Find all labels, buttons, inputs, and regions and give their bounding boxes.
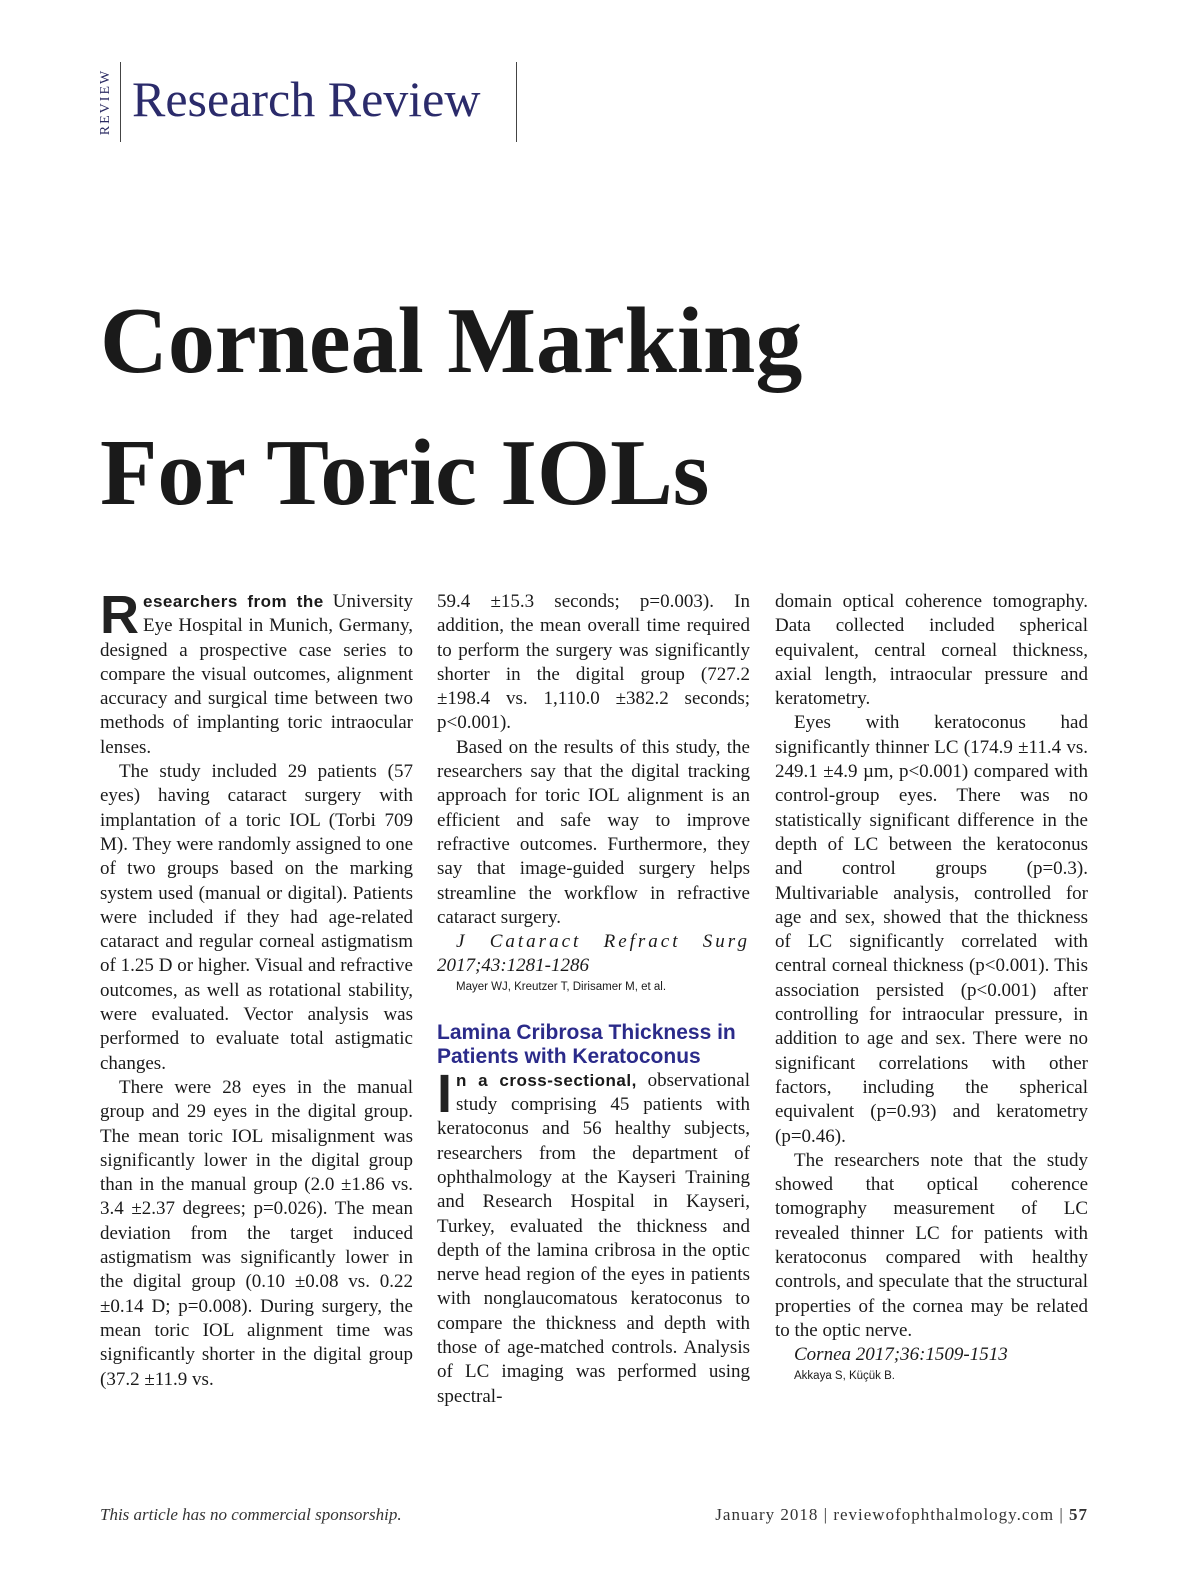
- story1-dropcap: R: [100, 585, 139, 645]
- story2-paragraph-3: The researchers note that the study showed that optical coherence tomography measurement of LC revealed thinner LC for patients with keratoconus compared with healthy controls, and speculate that the structural properties of the cornea may be related to the optic nerve.: [775, 1149, 1088, 1341]
- story1-paragraph-1: [100, 585, 413, 760]
- story1-paragraph-4: Based on the results of this study, the researchers say that the digital tracking approach for toric IOL alignment is an efficient and safe way to improve refractive outcomes. Furthermore, they say that image-guided surgery helps streamline the workflow in refractive cataract surgery.: [437, 736, 750, 928]
- story1-citation-ref: 2017;43:1281-1286: [437, 955, 589, 977]
- footer-issue: [715, 1505, 1088, 1525]
- section-title: Research Review: [132, 71, 481, 127]
- story2-citation: Cornea 2017;36:1509-1513: [794, 1344, 1008, 1366]
- story1-paragraph-3-cont: 59.4 ±15.3 seconds; p=0.003). In addition, the mean overall time required to perform the surgery was significantly shorter in the digital group (727.2 ±198.4 vs. 1,110.0 ±382.2 seconds; p<0.001).: [437, 591, 750, 734]
- story1-paragraph-2: The study included 29 patients (57 eyes) having cataract surgery with implantation of a toric IOL (Torbi 709 M). They were randomly assigned to one of two groups based on the marking system used (manual or digital). Patients were included if they had age-related cataract and regular corneal astigmatism of 1.25 D or higher. Visual and refractive outcomes, as well as rotational stability, were evaluated. Vector analysis was performed to evaluate total astigmatic changes.: [100, 761, 413, 1074]
- story2-paragraph-1-cont: domain optical coherence tomography. Data collected included spherical equivalent, central corneal thickness, axial length, intraocular pressure and keratometry.: [775, 591, 1088, 710]
- story1-leadin: esearchers from the: [143, 592, 324, 611]
- column-3: [775, 590, 1088, 1384]
- story2-authors: Akkaya S, Küçük B.: [794, 1369, 895, 1382]
- header-divider-right: [516, 62, 517, 142]
- article-title: [100, 275, 1000, 539]
- footer-issue-text: January 2018 | reviewofophthalmology.com |: [715, 1505, 1069, 1524]
- story2-paragraph-2: Eyes with keratoconus had significantly thinner LC (174.9 ±11.4 vs. 249.1 ±4.9 µm, p<0.001) compared with control-group eyes. There was no statistically significant difference in the depth of LC between the keratoconus and control groups (p=0.3). Multivariable analysis, controlled for age and sex, showed that the thickness of LC significantly correlated with central corneal thickness (p<0.001). This association persisted (p<0.001) after controlling for intraocular pressure, in addition to age and sex. There were no significant correlations with other factors, including the spherical equivalent (p=0.93) and keratometry (p=0.46).: [775, 712, 1088, 1147]
- story1-authors: Mayer WJ, Kreutzer T, Dirisamer M, et al.: [456, 980, 667, 993]
- page-number: 57: [1069, 1505, 1088, 1524]
- story1-citation-journal: J Cataract Refract Surg: [456, 931, 750, 953]
- article-title-line1: Corneal Marking: [100, 289, 803, 393]
- footer-sponsorship: This article has no commercial sponsorship.: [100, 1505, 402, 1524]
- story2-p1-text: observational study comprising 45 patients with keratoconus and 56 healthy subjects, researchers from the department of ophthalmology at the Kayseri Training and Research Hospital in Kayseri, Turkey, evaluated the thickness and depth of the lamina cribrosa in the optic nerve head region of the eyes in patients with nonglaucomatous keratoconus to compare the thickness and depth with those of age-matched controls. Analysis of LC imaging was performed using spectral-: [437, 1069, 750, 1407]
- story2-dropcap: I: [437, 1063, 453, 1124]
- story1-p1-text: University Eye Hospital in Munich, Germany, designed a prospective case series to compare the visual outcomes, alignment accuracy and surgical time between two methods of implanting toric intraocular lenses.: [100, 591, 413, 758]
- column-2: [437, 590, 750, 1409]
- column-1: [100, 585, 413, 1392]
- section-label-vertical: REVIEW: [98, 68, 113, 136]
- story2-leadin: n a cross-sectional,: [456, 1070, 637, 1090]
- story1-paragraph-3: There were 28 eyes in the manual group and 29 eyes in the digital group. The mean toric IOL misalignment was significantly lower in the digital group than in the manual group (2.0 ±1.86 vs. 3.4 ±2.37 degrees; p=0.026). The mean deviation from the target induced astigmatism was significantly lower in the digital group (0.10 ±0.08 vs. 0.22 ±0.14 D; p=0.008). During surgery, the mean toric IOL alignment time was significantly shorter in the digital group (37.2 ±11.9 vs.: [100, 1076, 413, 1390]
- story2-paragraph-1: [437, 1063, 750, 1409]
- header-divider-left: [120, 62, 121, 142]
- story2-heading: Lamina Cribrosa Thickness in Patients with Keratoconus: [437, 1020, 736, 1068]
- article-title-line2: For Toric IOLs: [100, 421, 710, 525]
